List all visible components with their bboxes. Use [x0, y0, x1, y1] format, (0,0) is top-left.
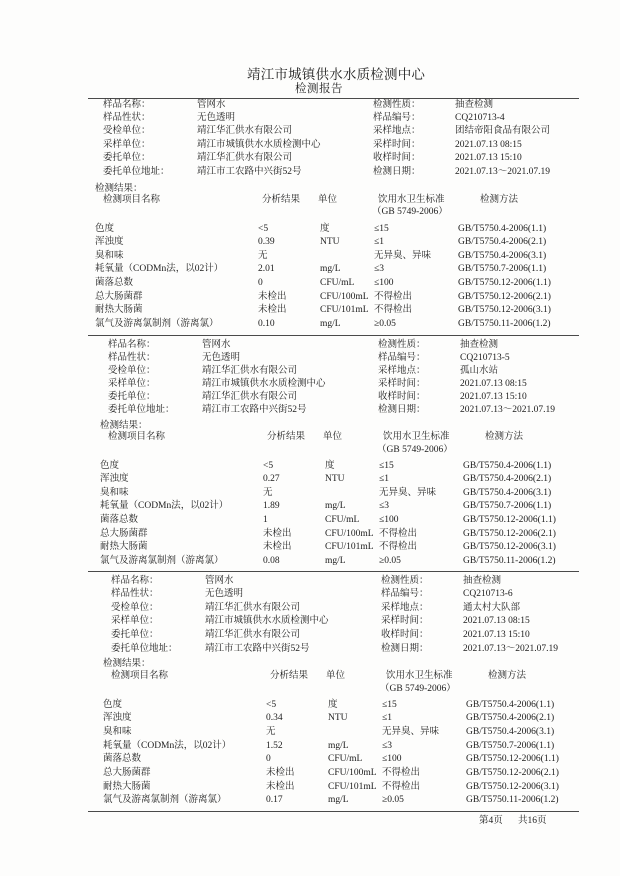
row-standard: ≤15	[379, 460, 394, 471]
row-result: 0.17	[266, 795, 283, 806]
sample-info-label-right: 采样时间：	[378, 378, 426, 389]
sample-info-label: 样品名称：	[103, 99, 151, 110]
sample-info-value: 靖江华汇供水有限公司	[202, 391, 298, 402]
header-standard-ref: （GB 5749-2006）	[377, 444, 453, 455]
sample-info-label: 采样单位：	[108, 378, 156, 389]
sample-info-value-right: CQ210713-6	[463, 589, 513, 600]
row-standard: 不得检出	[374, 291, 413, 302]
header-unit: 单位	[318, 194, 338, 205]
sample-info-label-right: 样品编号：	[378, 352, 426, 363]
row-result: 未检出	[266, 768, 295, 778]
row-result: 无	[258, 250, 268, 261]
row-unit: mg/L	[320, 318, 341, 329]
sample-info-label-right: 检测性质：	[378, 339, 426, 350]
report-org-title: 靖江市城镇供水水质检测中心	[247, 67, 426, 82]
row-result: <5	[263, 460, 274, 471]
row-result: 未检出	[263, 528, 292, 539]
row-method: GB/T5750.4-2006(3.1)	[463, 487, 552, 498]
row-result: 未检出	[258, 305, 287, 316]
sample-info-value-right: 2021.07.13 08:15	[460, 378, 527, 389]
sample-info-label-right: 样品编号：	[373, 112, 421, 123]
header-result: 分析结果	[267, 431, 306, 442]
page-number: 第4页	[479, 816, 503, 826]
sample-info-label-right: 检测性质：	[373, 99, 421, 110]
row-method: GB/T5750.7-2006(1.1)	[458, 264, 547, 275]
row-standard: ≤15	[382, 699, 397, 710]
header-standard: 饮用水卫生标准	[378, 194, 445, 205]
sample-info-label-right: 采样地点：	[378, 365, 426, 376]
sample-info-value-right: 抽查检测	[463, 575, 502, 586]
sample-info-value: 无色透明	[197, 112, 236, 123]
row-method: GB/T5750.11-2006(1.2)	[466, 795, 559, 806]
row-standard: ≥0.05	[379, 555, 401, 566]
sample-info-value: 靖江市工农路中兴街52号	[202, 404, 307, 415]
sample-info-label: 样品性状：	[103, 112, 151, 123]
sample-info-value: 管网水	[202, 339, 231, 350]
row-method: GB/T5750.12-2006(1.1)	[463, 514, 556, 525]
row-item-name: 氯气及游离氯制剂（游离氯）	[103, 795, 227, 806]
report-title: 检测报告	[295, 83, 343, 95]
row-item-name: 耗氧量（CODMn法，以02计）	[100, 501, 229, 512]
sample-info-value-right: 抽查检测	[455, 99, 494, 110]
row-method: GB/T5750.7-2006(1.1)	[466, 740, 555, 751]
sample-info-value: 靖江市城镇供水水质检测中心	[205, 616, 329, 627]
sample-info-label: 委托单位地址：	[103, 166, 170, 177]
row-method: GB/T5750.4-2006(3.1)	[466, 726, 555, 737]
row-method: GB/T5750.11-2006(1.2)	[463, 555, 556, 566]
row-standard: ≤1	[382, 713, 392, 724]
sample-info-label-right: 收样时间：	[381, 629, 429, 640]
row-unit: CFU/mL	[325, 514, 360, 525]
sample-info-value-right: CQ210713-4	[455, 112, 505, 123]
sample-info-value-right: 2021.07.13～2021.07.19	[455, 166, 551, 177]
sample-info-label: 委托单位：	[103, 153, 151, 164]
row-unit: 度	[328, 699, 338, 710]
row-result: 1.52	[266, 740, 283, 751]
sample-info-label: 样品名称：	[111, 575, 159, 586]
sample-info-value-right: 2021.07.13～2021.07.19	[463, 643, 559, 654]
row-method: GB/T5750.12-2006(1.1)	[466, 754, 559, 765]
row-method: GB/T5750.4-2006(1.1)	[463, 460, 552, 471]
row-result: 1	[263, 514, 268, 525]
row-item-name: 臭和味	[103, 726, 132, 737]
sample-info-value: 靖江市城镇供水水质检测中心	[197, 139, 321, 150]
row-method: GB/T5750.12-2006(3.1)	[458, 305, 551, 316]
sample-info-label-right: 检测性质：	[381, 575, 429, 586]
row-result: 0.34	[266, 713, 283, 724]
row-unit: CFU/mL	[328, 754, 363, 765]
row-result: 0	[266, 754, 271, 765]
row-unit: NTU	[328, 713, 348, 724]
header-standard: 饮用水卫生标准	[386, 670, 453, 681]
row-standard: 无异臭、异味	[379, 487, 437, 498]
row-item-name: 菌落总数	[100, 514, 139, 525]
sample-info-label: 样品性状：	[111, 589, 159, 600]
row-standard: 不得检出	[374, 305, 413, 316]
divider-line	[88, 811, 579, 812]
row-method: GB/T5750.12-2006(2.1)	[466, 768, 559, 778]
header-method: 检测方法	[488, 670, 527, 681]
row-standard: ≤100	[382, 754, 402, 765]
row-method: GB/T5750.12-2006(3.1)	[463, 542, 556, 553]
row-item-name: 耗氧量（CODMn法，以02计）	[95, 264, 224, 275]
row-unit: mg/L	[328, 795, 349, 806]
row-item-name: 总大肠菌群	[95, 291, 143, 302]
row-result: 未检出	[258, 291, 287, 302]
sample-info-value: 管网水	[197, 99, 226, 110]
row-method: GB/T5750.12-2006(3.1)	[466, 781, 559, 792]
row-unit: mg/L	[325, 501, 346, 512]
sample-info-value: 靖江华汇供水有限公司	[197, 126, 293, 137]
row-item-name: 氯气及游离氯制剂（游离氯）	[95, 318, 219, 329]
sample-info-label-right: 收样时间：	[378, 391, 426, 402]
row-item-name: 氯气及游离氯制剂（游离氯）	[100, 555, 224, 566]
sample-info-label-right: 采样时间：	[381, 616, 429, 627]
header-method: 检测方法	[480, 194, 519, 205]
row-result: 0.39	[258, 237, 275, 248]
sample-info-value: 靖江华汇供水有限公司	[205, 602, 301, 613]
row-result: <5	[266, 699, 277, 710]
row-item-name: 总大肠菌群	[103, 768, 151, 778]
header-standard: 饮用水卫生标准	[383, 431, 450, 442]
results-heading: 检测结果：	[103, 658, 151, 669]
row-method: GB/T5750.12-2006(2.1)	[458, 291, 551, 302]
row-item-name: 浑浊度	[103, 713, 132, 724]
row-result: 无	[266, 726, 276, 737]
sample-info-label-right: 检测日期：	[378, 404, 426, 415]
row-method: GB/T5750.4-2006(3.1)	[458, 250, 547, 261]
row-unit: NTU	[325, 474, 345, 485]
row-standard: ≤3	[379, 501, 389, 512]
row-standard: 不得检出	[382, 781, 421, 792]
row-item-name: 色度	[100, 460, 120, 471]
header-standard-ref: （GB 5749-2006）	[380, 683, 456, 694]
row-item-name: 菌落总数	[95, 277, 134, 288]
sample-info-label-right: 收样时间：	[373, 153, 421, 164]
row-item-name: 耗氧量（CODMn法，以02计）	[103, 740, 232, 751]
row-standard: 无异臭、异味	[374, 250, 432, 261]
sample-info-value-right: 抽查检测	[460, 339, 499, 350]
row-standard: 不得检出	[379, 542, 418, 553]
row-unit: NTU	[320, 237, 340, 248]
row-standard: ≤1	[379, 474, 389, 485]
row-result: 0.08	[263, 555, 280, 566]
row-result: <5	[258, 223, 269, 234]
row-standard: ≤1	[374, 237, 384, 248]
row-unit: mg/L	[325, 555, 346, 566]
header-unit: 单位	[323, 431, 343, 442]
row-result: 未检出	[266, 781, 295, 792]
row-method: GB/T5750.4-2006(1.1)	[458, 223, 547, 234]
row-method: GB/T5750.4-2006(1.1)	[466, 699, 555, 710]
row-unit: CFU/101mL	[325, 542, 374, 553]
row-item-name: 菌落总数	[103, 754, 142, 765]
sample-info-value: 靖江华汇供水有限公司	[205, 629, 301, 640]
sample-info-label: 委托单位地址：	[108, 404, 175, 415]
sample-info-label-right: 检测日期：	[373, 166, 421, 177]
row-unit: CFU/100mL	[320, 291, 369, 302]
row-unit: CFU/101mL	[328, 781, 377, 792]
sample-info-label: 委托单位：	[111, 629, 159, 640]
sample-info-label: 委托单位：	[108, 391, 156, 402]
sample-info-value-right: 2021.07.13～2021.07.19	[460, 404, 556, 415]
row-unit: CFU/mL	[320, 277, 355, 288]
row-item-name: 耐热大肠菌	[95, 305, 143, 316]
row-standard: 无异臭、异味	[382, 726, 440, 737]
row-unit: CFU/100mL	[328, 768, 377, 778]
divider-line	[88, 335, 579, 336]
row-item-name: 色度	[95, 223, 115, 234]
sample-info-value-right: 2021.07.13 15:10	[460, 391, 527, 402]
results-heading: 检测结果：	[95, 183, 143, 194]
sample-info-value-right: 团结帝阳食品有限公司	[455, 126, 551, 137]
row-unit: 度	[320, 223, 330, 234]
row-standard: ≥0.05	[382, 795, 404, 806]
row-standard: 不得检出	[379, 528, 418, 539]
sample-info-label: 受检单位：	[111, 602, 159, 613]
sample-info-value-right: 2021.07.13 08:15	[463, 616, 530, 627]
sample-info-value-right: 2021.07.13 15:10	[455, 153, 522, 164]
sample-info-label: 受检单位：	[108, 365, 156, 376]
sample-info-label-right: 采样地点：	[373, 126, 421, 137]
row-result: 2.01	[258, 264, 275, 275]
sample-info-label-right: 检测日期：	[381, 643, 429, 654]
sample-info-label: 样品名称：	[108, 339, 156, 350]
row-result: 未检出	[263, 542, 292, 553]
row-method: GB/T5750.4-2006(2.1)	[463, 474, 552, 485]
row-method: GB/T5750.12-2006(2.1)	[463, 528, 556, 539]
header-item-name: 检测项目名称	[103, 194, 161, 205]
row-result: 无	[263, 487, 273, 498]
sample-info-value: 管网水	[205, 575, 234, 586]
header-method: 检测方法	[485, 431, 524, 442]
sample-info-label-right: 采样地点：	[381, 602, 429, 613]
sample-info-value: 无色透明	[202, 352, 241, 363]
divider-line	[88, 98, 579, 99]
row-standard: ≤3	[374, 264, 384, 275]
row-standard: ≤100	[374, 277, 394, 288]
sample-info-label-right: 采样时间：	[373, 139, 421, 150]
sample-info-label: 受检单位：	[103, 126, 151, 137]
sample-info-value: 靖江市城镇供水水质检测中心	[202, 378, 326, 389]
sample-info-value-right: 孤山水站	[460, 365, 499, 376]
row-result: 0.10	[258, 318, 275, 329]
sample-info-value-right: 2021.07.13 15:10	[463, 629, 530, 640]
row-method: GB/T5750.7-2006(1.1)	[463, 501, 552, 512]
sample-info-value-right: CQ210713-5	[460, 352, 510, 363]
row-unit: CFU/100mL	[325, 528, 374, 539]
row-item-name: 浑浊度	[100, 474, 129, 485]
row-method: GB/T5750.4-2006(2.1)	[458, 237, 547, 248]
sample-info-value: 靖江市工农路中兴街52号	[205, 643, 310, 654]
header-item-name: 检测项目名称	[108, 431, 166, 442]
sample-info-value-right: 通太村大队部	[463, 602, 521, 613]
row-method: GB/T5750.11-2006(1.2)	[458, 318, 551, 329]
row-unit: mg/L	[320, 264, 341, 275]
sample-info-label: 采样单位：	[111, 616, 159, 627]
row-result: 0	[258, 277, 263, 288]
row-result: 0.27	[263, 474, 280, 485]
sample-info-label: 样品性状：	[108, 352, 156, 363]
row-item-name: 臭和味	[95, 250, 124, 261]
sample-info-label: 委托单位地址：	[111, 643, 178, 654]
row-method: GB/T5750.4-2006(2.1)	[466, 713, 555, 724]
sample-info-label: 采样单位：	[103, 139, 151, 150]
divider-line	[88, 571, 579, 572]
row-method: GB/T5750.12-2006(1.1)	[458, 277, 551, 288]
row-item-name: 总大肠菌群	[100, 528, 148, 539]
row-item-name: 浑浊度	[95, 237, 124, 248]
sample-info-value: 靖江华汇供水有限公司	[202, 365, 298, 376]
row-standard: 不得检出	[382, 768, 421, 778]
row-standard: ≤3	[382, 740, 392, 751]
page-total: 共16页	[518, 816, 547, 826]
header-result: 分析结果	[270, 670, 309, 681]
header-standard-ref: （GB 5749-2006）	[372, 206, 448, 217]
sample-info-value: 靖江华汇供水有限公司	[197, 153, 293, 164]
row-standard: ≤100	[379, 514, 399, 525]
row-unit: CFU/101mL	[320, 305, 369, 316]
results-heading: 检测结果：	[100, 420, 148, 431]
sample-info-value: 无色透明	[205, 589, 244, 600]
header-item-name: 检测项目名称	[111, 670, 169, 681]
row-unit: mg/L	[328, 740, 349, 751]
row-item-name: 臭和味	[100, 487, 129, 498]
row-unit: 度	[325, 460, 335, 471]
row-item-name: 色度	[103, 699, 123, 710]
sample-info-value-right: 2021.07.13 08:15	[455, 139, 522, 150]
header-unit: 单位	[326, 670, 346, 681]
row-standard: ≥0.05	[374, 318, 396, 329]
row-item-name: 耐热大肠菌	[103, 781, 151, 792]
sample-info-value: 靖江市工农路中兴街52号	[197, 166, 302, 177]
row-standard: ≤15	[374, 223, 389, 234]
sample-info-label-right: 样品编号：	[381, 589, 429, 600]
row-result: 1.89	[263, 501, 280, 512]
header-result: 分析结果	[262, 194, 301, 205]
row-item-name: 耐热大肠菌	[100, 542, 148, 553]
